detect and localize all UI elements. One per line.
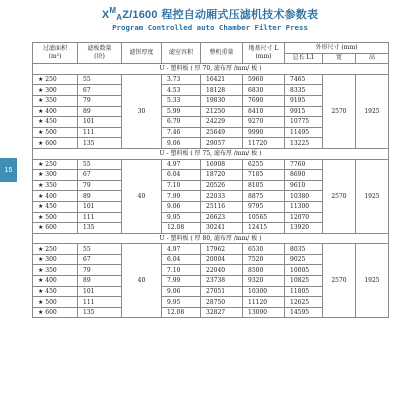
section-label: U - 塑料板 ( 厚 70, 滤布厚 /mm/ 板 ) (33, 64, 389, 75)
cell-volume: 4.53 (162, 85, 201, 96)
cell-weight: 17962 (201, 244, 243, 255)
star-icon: ★ (38, 139, 46, 147)
area-value: 250 (45, 160, 57, 168)
cell-total-length: 8035 (285, 244, 323, 255)
cell-total-length: 14595 (285, 307, 323, 318)
cell-plates: 67 (78, 85, 122, 96)
cell-width: 2570 (323, 244, 356, 318)
star-icon: ★ (38, 171, 46, 179)
section-label: U - 塑料板 ( 厚 75, 滤布厚 /mm/ 板 ) (33, 148, 389, 159)
cell-total-length: 11300 (285, 201, 323, 212)
star-icon: ★ (38, 277, 46, 285)
cell-volume: 6.79 (162, 117, 201, 128)
cell-total-length: 9610 (285, 180, 323, 191)
cell-plates: 79 (78, 95, 122, 106)
cell-foundation: 8410 (243, 106, 285, 117)
star-icon: ★ (38, 203, 46, 211)
cell-volume: 5.33 (162, 95, 201, 106)
cell-weight: 24229 (201, 117, 243, 128)
title-english: Program Controlled auto Chamber Filter Press (112, 23, 308, 32)
cell-weight: 25649 (201, 127, 243, 138)
star-icon: ★ (38, 287, 46, 295)
header-height: 高 (356, 53, 389, 64)
cell-weight: 23738 (201, 276, 243, 287)
section-header-row (33, 64, 389, 75)
star-icon: ★ (38, 107, 46, 115)
area-value: 300 (45, 86, 57, 94)
cell-foundation: 8105 (243, 180, 285, 191)
cell-area (33, 170, 78, 181)
area-value: 500 (45, 129, 57, 137)
cell-weight: 22040 (201, 265, 243, 276)
cell-area (33, 212, 78, 223)
cell-total-length: 10775 (285, 117, 323, 128)
cell-total-length: 12625 (285, 297, 323, 308)
header-outer-dimensions: 外形尺寸 (mm) (285, 43, 389, 54)
cell-foundation: 6255 (243, 159, 285, 170)
cell-area (33, 223, 78, 234)
cell-volume: 6.04 (162, 170, 201, 181)
cell-foundation: 6530 (243, 244, 285, 255)
star-icon: ★ (38, 298, 46, 306)
cell-foundation: 9270 (243, 117, 285, 128)
cell-foundation: 9795 (243, 201, 285, 212)
cell-total-length: 9025 (285, 254, 323, 265)
cell-weight: 25116 (201, 201, 243, 212)
cell-thickness: 30 (122, 74, 162, 148)
area-value: 600 (45, 224, 57, 232)
cell-total-length: 9195 (285, 95, 323, 106)
cell-total-length: 10380 (285, 191, 323, 202)
area-value: 250 (45, 76, 57, 84)
cell-weight: 18720 (201, 170, 243, 181)
section-label: U - 塑料板 ( 厚 80, 滤布厚 /mm/ 板 ) (33, 233, 389, 244)
cell-foundation: 11720 (243, 138, 285, 149)
cell-area (33, 286, 78, 297)
cell-area (33, 265, 78, 276)
star-icon: ★ (38, 160, 46, 168)
header-total-length: 总长 L1 (285, 53, 323, 64)
cell-volume: 12.08 (162, 307, 201, 318)
cell-volume: 7.10 (162, 265, 201, 276)
area-value: 500 (45, 213, 57, 221)
title-chinese-text: 程控自动厢式压滤机技术参数表 (161, 8, 319, 21)
header-width: 宽 (323, 53, 356, 64)
cell-height: 1925 (356, 74, 389, 148)
page-number: 15 (4, 166, 13, 174)
cell-thickness: 40 (122, 159, 162, 233)
cell-weight: 21250 (201, 106, 243, 117)
cell-thickness: 40 (122, 244, 162, 318)
area-value: 500 (45, 298, 57, 306)
section-header-row (33, 148, 389, 159)
cell-foundation: 7185 (243, 170, 285, 181)
cell-area (33, 254, 78, 265)
cell-area (33, 127, 78, 138)
area-value: 350 (45, 266, 57, 274)
spec-table (32, 42, 389, 318)
cell-weight: 32827 (201, 307, 243, 318)
cell-plates: 89 (78, 191, 122, 202)
cell-plates: 111 (78, 127, 122, 138)
cell-plates: 101 (78, 286, 122, 297)
star-icon: ★ (38, 256, 46, 264)
cell-plates: 135 (78, 223, 122, 234)
area-value: 300 (45, 256, 57, 264)
cell-height: 1925 (356, 159, 389, 233)
cell-total-length: 10005 (285, 265, 323, 276)
model-z: Z/1600 (122, 9, 158, 21)
cell-weight: 27051 (201, 286, 243, 297)
cell-weight: 29057 (201, 138, 243, 149)
area-value: 300 (45, 171, 57, 179)
cell-foundation: 8875 (243, 191, 285, 202)
area-value: 250 (45, 245, 57, 253)
area-value: 350 (45, 182, 57, 190)
star-icon: ★ (38, 76, 46, 84)
cell-area (33, 95, 78, 106)
cell-plates: 89 (78, 106, 122, 117)
document-title (20, 6, 400, 32)
cell-area (33, 191, 78, 202)
cell-foundation: 7690 (243, 95, 285, 106)
cell-foundation: 6830 (243, 85, 285, 96)
area-value: 600 (45, 309, 57, 317)
area-value: 450 (45, 118, 57, 126)
cell-volume: 5.99 (162, 106, 201, 117)
star-icon: ★ (38, 192, 46, 200)
star-icon: ★ (38, 86, 46, 94)
cell-foundation: 10565 (243, 212, 285, 223)
cell-plates: 135 (78, 138, 122, 149)
cell-weight: 20004 (201, 254, 243, 265)
cell-foundation: 8500 (243, 265, 285, 276)
star-icon: ★ (38, 266, 46, 274)
cell-plates: 67 (78, 170, 122, 181)
header-weight: 整机重量 (201, 43, 243, 64)
cell-plates: 67 (78, 254, 122, 265)
header-thickness: 滤饼厚度 (122, 43, 162, 64)
cell-total-length: 12070 (285, 212, 323, 223)
cell-weight: 20526 (201, 180, 243, 191)
header-row-1 (33, 43, 389, 54)
cell-foundation: 7520 (243, 254, 285, 265)
spec-table-body (33, 64, 389, 318)
cell-weight: 16421 (201, 74, 243, 85)
section-header-row (33, 233, 389, 244)
star-icon: ★ (38, 213, 46, 221)
star-icon: ★ (38, 245, 46, 253)
model-a: A (116, 13, 123, 22)
cell-volume: 9.06 (162, 138, 201, 149)
cell-plates: 101 (78, 117, 122, 128)
cell-weight: 26623 (201, 212, 243, 223)
cell-plates: 79 (78, 180, 122, 191)
cell-foundation: 13090 (243, 307, 285, 318)
cell-plates: 111 (78, 297, 122, 308)
cell-area (33, 180, 78, 191)
cell-area (33, 117, 78, 128)
cell-plates: 111 (78, 212, 122, 223)
cell-volume: 9.06 (162, 286, 201, 297)
cell-area (33, 276, 78, 287)
cell-width: 2570 (323, 74, 356, 148)
table-row (33, 159, 389, 170)
cell-plates: 135 (78, 307, 122, 318)
cell-foundation: 11120 (243, 297, 285, 308)
cell-foundation: 12415 (243, 223, 285, 234)
cell-area (33, 297, 78, 308)
cell-total-length: 11495 (285, 127, 323, 138)
cell-weight: 22033 (201, 191, 243, 202)
cell-area (33, 85, 78, 96)
cell-foundation: 9990 (243, 127, 285, 138)
cell-total-length: 8690 (285, 170, 323, 181)
area-value: 400 (45, 277, 57, 285)
cell-total-length: 13225 (285, 138, 323, 149)
table-row (33, 244, 389, 255)
cell-volume: 9.95 (162, 212, 201, 223)
cell-volume: 7.99 (162, 276, 201, 287)
cell-volume: 12.08 (162, 223, 201, 234)
model-x: X (101, 9, 110, 21)
page-number-tab (0, 158, 17, 182)
star-icon: ★ (38, 97, 46, 105)
cell-foundation: 10300 (243, 286, 285, 297)
cell-volume: 7.10 (162, 180, 201, 191)
cell-total-length: 13920 (285, 223, 323, 234)
cell-weight: 30241 (201, 223, 243, 234)
cell-volume: 4.97 (162, 159, 201, 170)
area-value: 400 (45, 192, 57, 200)
area-value: 400 (45, 107, 57, 115)
cell-volume: 6.04 (162, 254, 201, 265)
cell-volume: 4.97 (162, 244, 201, 255)
model-m: M (109, 6, 117, 15)
cell-total-length: 7760 (285, 159, 323, 170)
header-plates: 滤板数量 (块) (78, 43, 122, 64)
cell-foundation: 5960 (243, 74, 285, 85)
header-foundation: 地基尺寸 L (mm) (243, 43, 285, 64)
cell-plates: 55 (78, 159, 122, 170)
cell-total-length: 8335 (285, 85, 323, 96)
cell-volume: 7.46 (162, 127, 201, 138)
area-value: 600 (45, 139, 57, 147)
cell-plates: 79 (78, 265, 122, 276)
area-value: 450 (45, 203, 57, 211)
cell-plates: 55 (78, 74, 122, 85)
cell-plates: 89 (78, 276, 122, 287)
title-chinese-line (20, 6, 400, 22)
table-row (33, 74, 389, 85)
star-icon: ★ (38, 309, 46, 317)
header-area: 过滤面积 (m²) (33, 43, 78, 64)
star-icon: ★ (38, 182, 46, 190)
cell-foundation: 9320 (243, 276, 285, 287)
header-volume: 滤室容积 (162, 43, 201, 64)
cell-volume: 9.95 (162, 297, 201, 308)
cell-volume: 7.99 (162, 191, 201, 202)
cell-weight: 16908 (201, 159, 243, 170)
cell-area (33, 159, 78, 170)
cell-total-length: 7465 (285, 74, 323, 85)
cell-total-length: 11805 (285, 286, 323, 297)
cell-height: 1925 (356, 244, 389, 318)
cell-area (33, 106, 78, 117)
cell-weight: 18128 (201, 85, 243, 96)
area-value: 450 (45, 287, 57, 295)
cell-plates: 55 (78, 244, 122, 255)
cell-volume: 3.73 (162, 74, 201, 85)
model-ma (109, 6, 123, 22)
star-icon: ★ (38, 118, 46, 126)
cell-volume: 9.06 (162, 201, 201, 212)
cell-area (33, 138, 78, 149)
cell-plates: 101 (78, 201, 122, 212)
cell-weight: 28750 (201, 297, 243, 308)
area-value: 350 (45, 97, 57, 105)
cell-total-length: 9915 (285, 106, 323, 117)
cell-total-length: 10825 (285, 276, 323, 287)
cell-area (33, 307, 78, 318)
cell-area (33, 74, 78, 85)
star-icon: ★ (38, 129, 46, 137)
cell-weight: 19830 (201, 95, 243, 106)
star-icon: ★ (38, 224, 46, 232)
cell-area (33, 201, 78, 212)
cell-area (33, 244, 78, 255)
cell-width: 2570 (323, 159, 356, 233)
